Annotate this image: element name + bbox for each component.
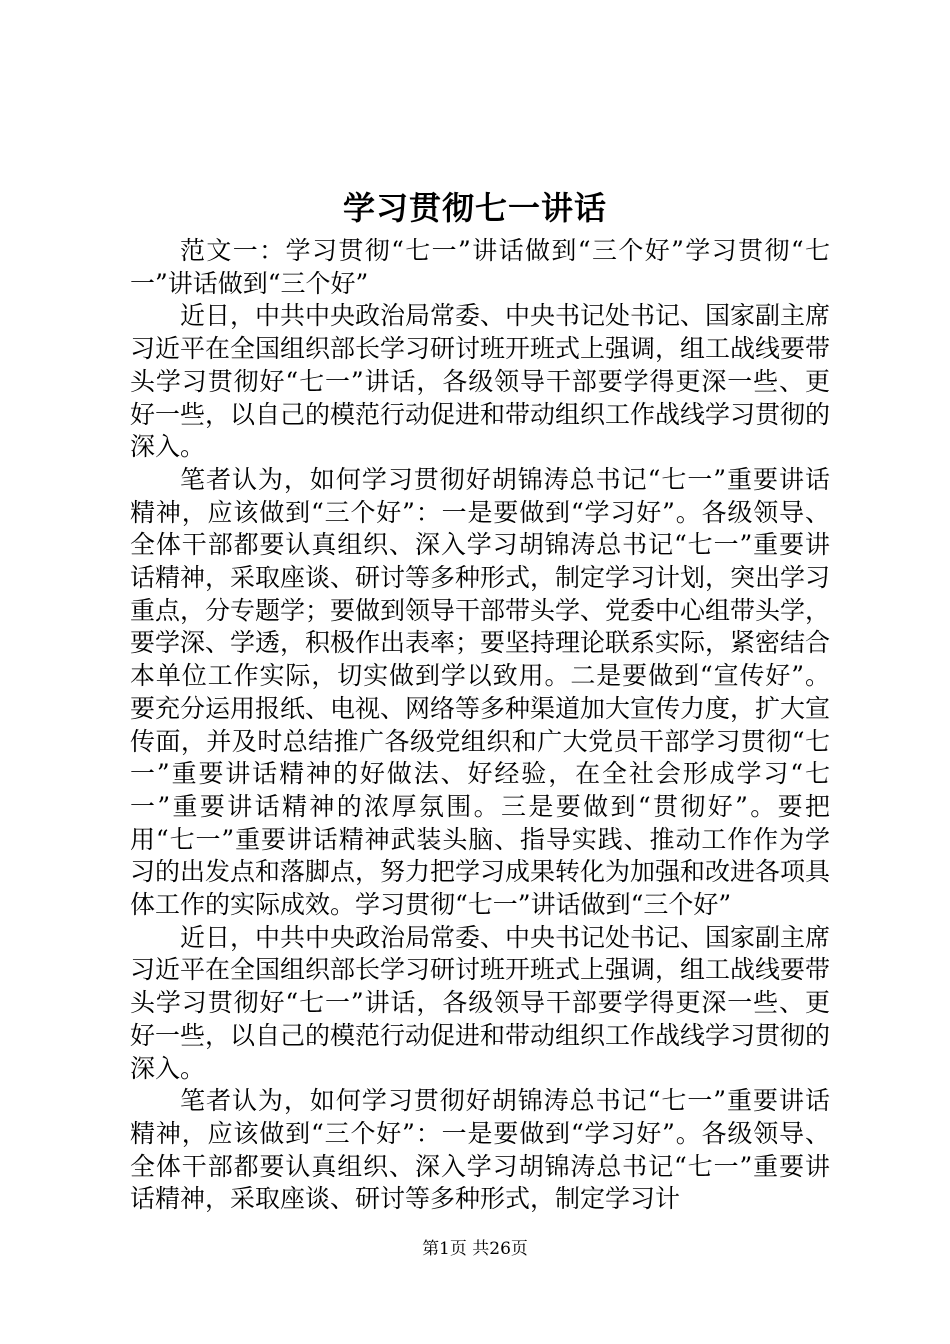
paragraph-1: 范文一：学习贯彻“七一”讲话做到“三个好”学习贯彻“七一”讲话做到“三个好” [130,236,830,298]
document-title: 学习贯彻七一讲话 [342,189,607,227]
page-number-footer: 第1页 共26页 [422,1239,528,1259]
paragraph-2: 近日，中共中央政治局常委、中央书记处书记、国家副主席习近平在全国组织部长学习研讨班开班式上强调，组工战线要带头学习贯彻好“七一”讲话，各级领导干部要学得更深一些、更好一些，以自己的模范行动促进和带动组织工作战线学习贯彻的深入。 [130,301,831,462]
paragraph-3: 笔者认为，如何学习贯彻好胡锦涛总书记“七一”重要讲话精神，应该做到“三个好”：一是要做到“学习好”。各级领导、全体干部都要认真组织、深入学习胡锦涛总书记“七一”重要讲话精神，采取座谈、研讨等多种形式，制定学习计划，突出学习重点，分专题学；要做到领导干部带头学、党委中心组带头学，要学深、学透，积极作出表率；要坚持理论联系实际，紧密结合本单位工作实际，切实做到学以致用。二是要做到“宣传好”。要充分运用报纸、电视、网络等多种渠道加大宣传力度，扩大宣传面，并及时总结推广各级党组织和广大党员干部学习贯彻“七一”重要讲话精神的好做法、好经验，在全社会形成学习“七一”重要讲话精神的浓厚氛围。三是要做到“贯彻好”。要把用“七一”重要讲话精神武装头脑、指导实践、推动工作作为学习的出发点和落脚点，努力把学习成果转化为加强和改进各项具体工作的实际成效。学习贯彻“七一”讲话做到“三个好” [130,464,831,920]
paragraph-4: 近日，中共中央政治局常委、中央书记处书记、国家副主席习近平在全国组织部长学习研讨班开班式上强调，组工战线要带头学习贯彻好“七一”讲话，各级领导干部要学得更深一些、更好一些，以自己的模范行动促进和带动组织工作战线学习贯彻的深入。 [130,922,831,1083]
paragraph-5: 笔者认为，如何学习贯彻好胡锦涛总书记“七一”重要讲话精神，应该做到“三个好”：一是要做到“学习好”。各级领导、全体干部都要认真组织、深入学习胡锦涛总书记“七一”重要讲话精神，采取座谈、研讨等多种形式，制定学习计 [130,1086,830,1214]
document-body [130,235,830,1216]
